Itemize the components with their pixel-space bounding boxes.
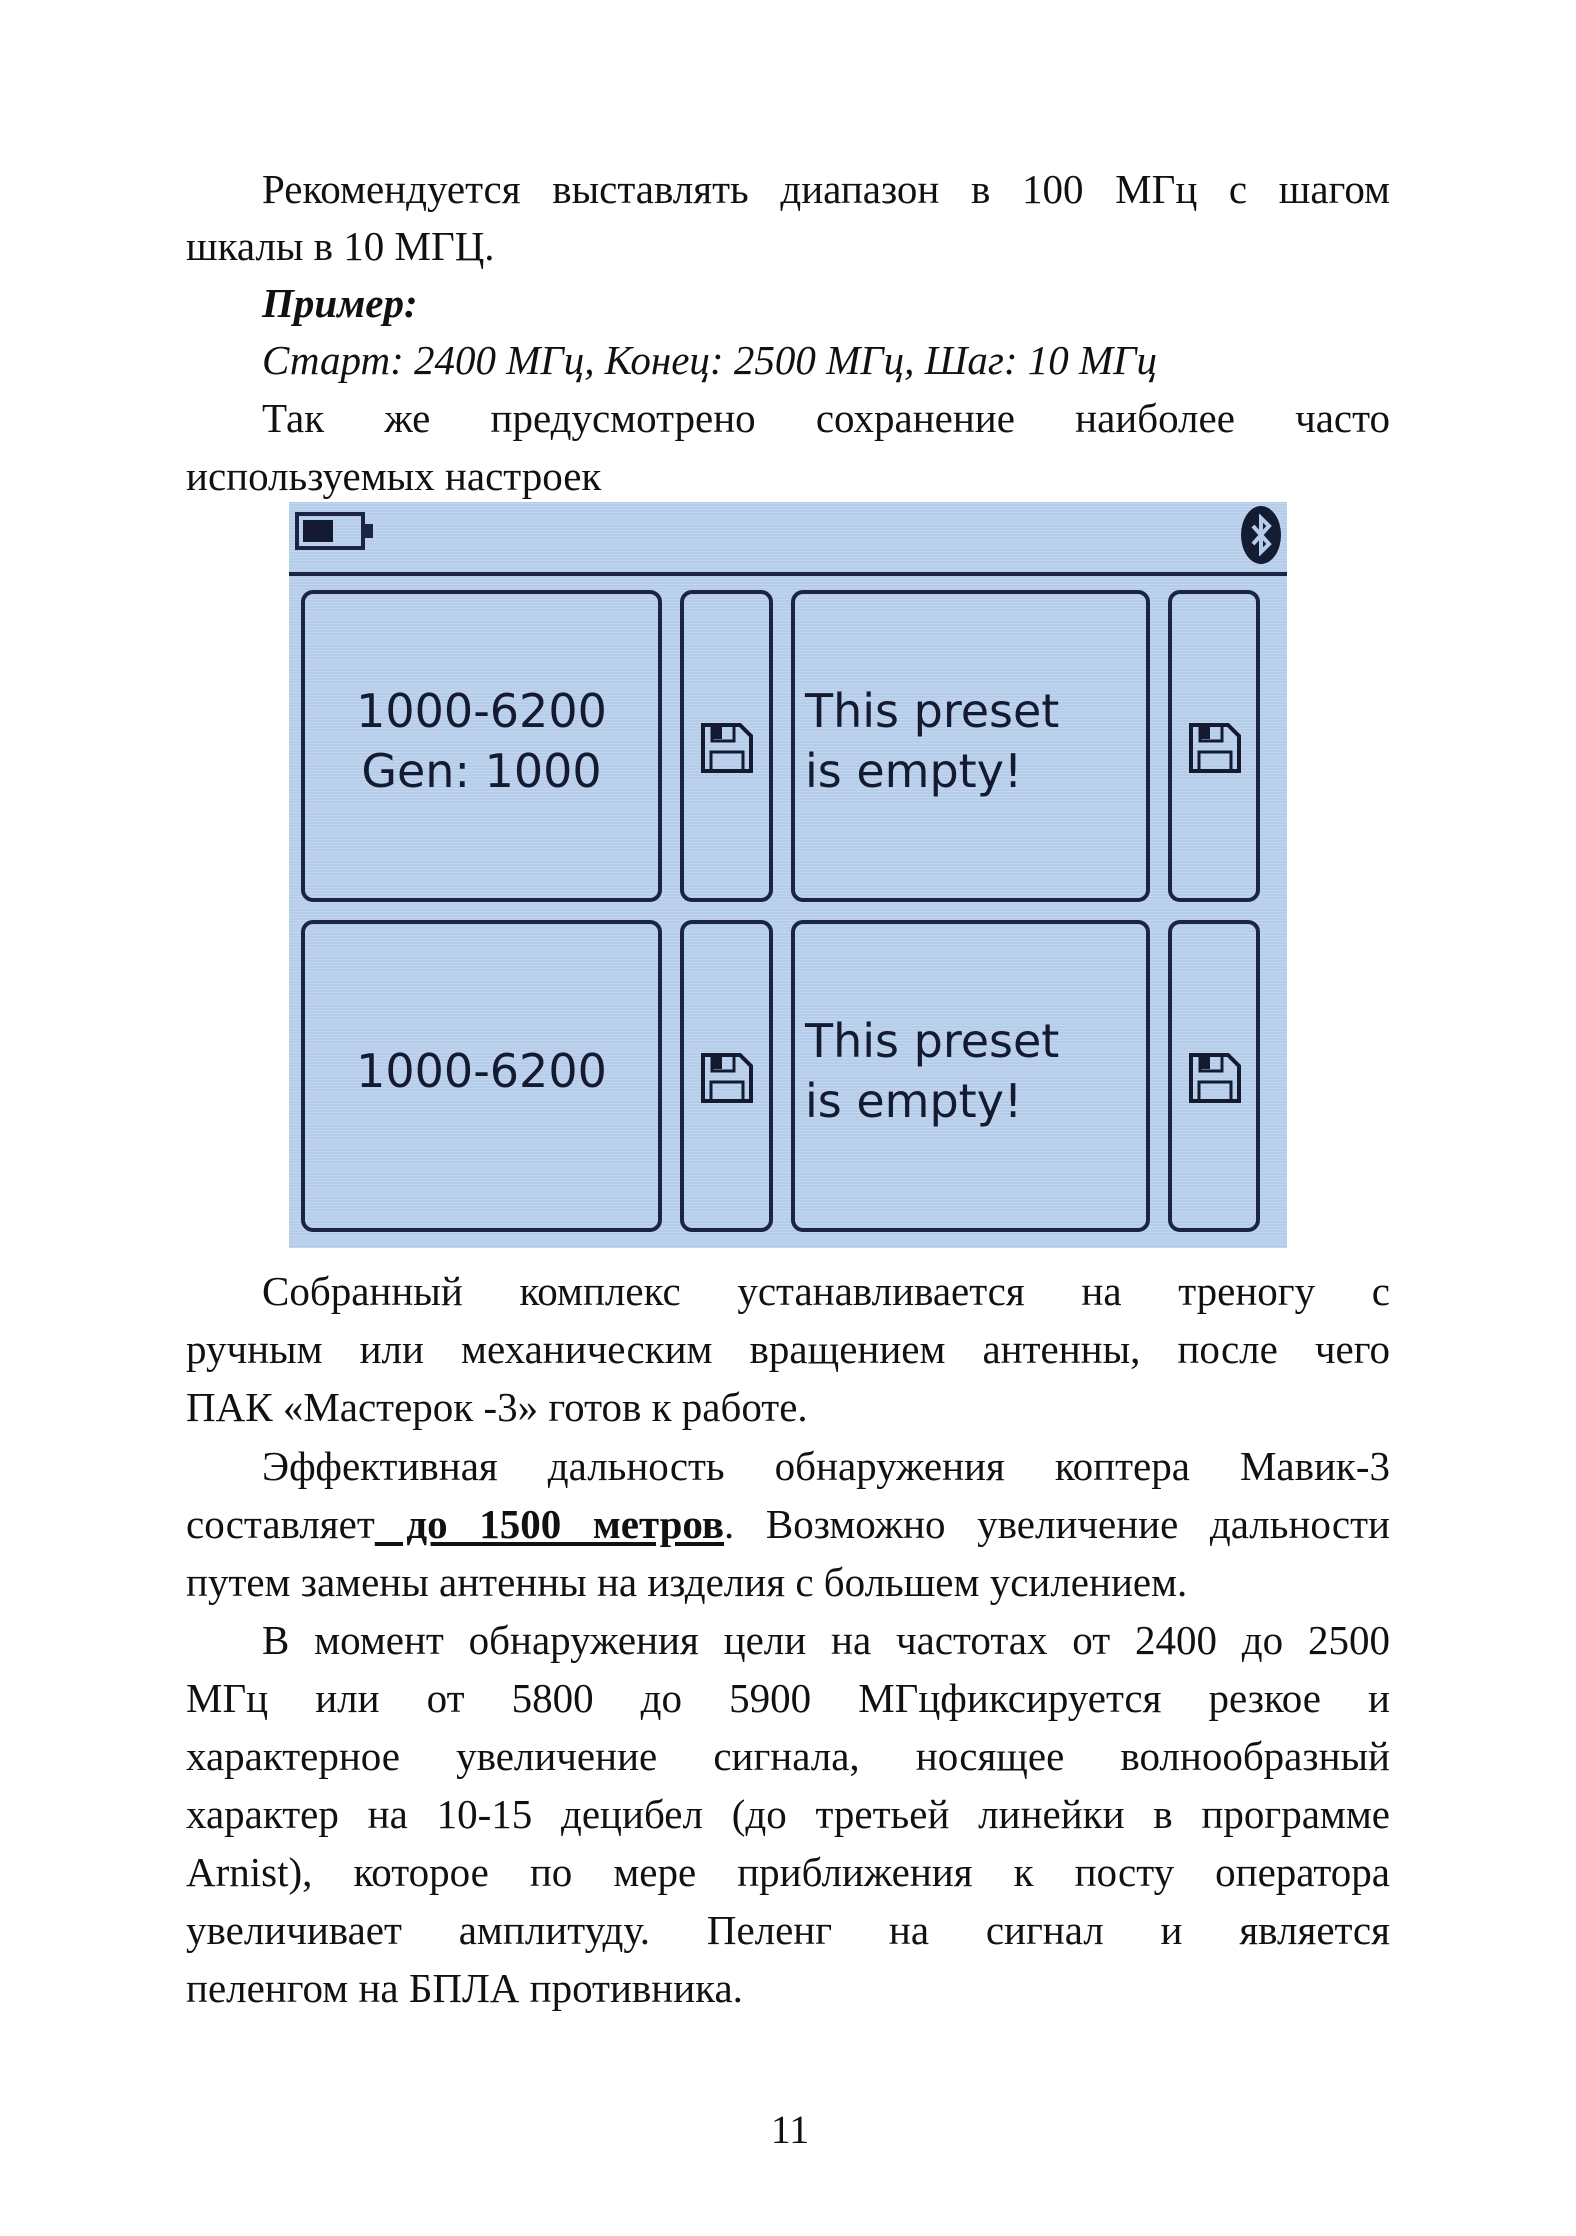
paragraph-line: В момент обнаружения цели на частотах от 2400 до 2500: [262, 1617, 1390, 1663]
page-number: 11: [770, 2107, 810, 2152]
paragraph-line: пеленгом на БПЛА противника.: [186, 1965, 743, 2011]
paragraph-line: используемых настроек: [186, 453, 602, 499]
preset-2-save-button[interactable]: [1168, 590, 1260, 902]
preset-2-empty-line2: is empty!: [805, 744, 1023, 798]
status-bar: [289, 502, 1287, 572]
floppy-disk-icon: [700, 1052, 754, 1104]
paragraph-line: ПАК «Мастерок -3» готов к работе.: [186, 1384, 808, 1430]
preset-4-empty-line1: This preset: [805, 1014, 1060, 1068]
text-span: составляет: [186, 1501, 375, 1547]
floppy-disk-icon: [1188, 1052, 1242, 1104]
preset-2-empty-line1: This preset: [805, 684, 1060, 738]
status-divider: [289, 572, 1287, 576]
paragraph-line: путем замены антенны на изделия с большем усилением.: [186, 1559, 1188, 1605]
paragraph-line: характер на 10-15 децибел (до третьей линейки в программе: [186, 1791, 1390, 1837]
preset-4-button[interactable]: [791, 920, 1150, 1232]
paragraph-line: МГц или от 5800 до 5900 МГцфиксируется резкое и: [186, 1675, 1390, 1721]
floppy-disk-icon: [700, 722, 754, 774]
preset-4-empty-line2: is empty!: [805, 1074, 1023, 1128]
preset-2-button[interactable]: [791, 590, 1150, 902]
preset-1-save-button[interactable]: [680, 590, 773, 902]
paragraph-line: Рекомендуется выставлять диапазон в 100 МГц с шагом: [262, 166, 1390, 212]
paragraph-line: Arnist), которое по мере приближения к посту оператора: [186, 1849, 1390, 1895]
paragraph-line: ручным или механическим вращением антенны, после чего: [186, 1326, 1390, 1372]
preset-1-gen: Gen: 1000: [361, 744, 602, 798]
text-span: . Возможно увеличение дальности: [724, 1501, 1390, 1547]
device-screen-image: [289, 502, 1287, 1248]
battery-low-icon: [295, 512, 365, 550]
example-values: Старт: 2400 МГц, Конец: 2500 МГц, Шаг: 10 МГц: [262, 337, 1157, 383]
preset-3-range: 1000-6200: [356, 1044, 607, 1098]
paragraph-line: Так же предусмотрено сохранение наиболее часто: [262, 395, 1390, 441]
paragraph-line: шкалы в 10 МГЦ.: [186, 223, 495, 269]
paragraph-line-with-emphasis: [186, 1495, 1390, 1553]
paragraph-line: Эффективная дальность обнаружения коптера Мавик-3: [262, 1443, 1390, 1489]
preset-1-range: 1000-6200: [356, 684, 607, 738]
floppy-disk-icon: [1188, 722, 1242, 774]
paragraph-line: увеличивает амплитуду. Пеленг на сигнал и является: [186, 1907, 1390, 1953]
preset-1-button[interactable]: [301, 590, 662, 902]
bluetooth-icon: [1241, 506, 1281, 564]
preset-3-save-button[interactable]: [680, 920, 773, 1232]
paragraph-line: характерное увеличение сигнала, носящее волнообразный: [186, 1733, 1390, 1779]
example-heading: Пример:: [262, 280, 418, 326]
preset-4-save-button[interactable]: [1168, 920, 1260, 1232]
paragraph-line: Собранный комплекс устанавливается на треногу с: [262, 1268, 1390, 1314]
range-emphasis: до 1500 метров: [374, 1501, 725, 1547]
preset-3-button[interactable]: [301, 920, 662, 1232]
